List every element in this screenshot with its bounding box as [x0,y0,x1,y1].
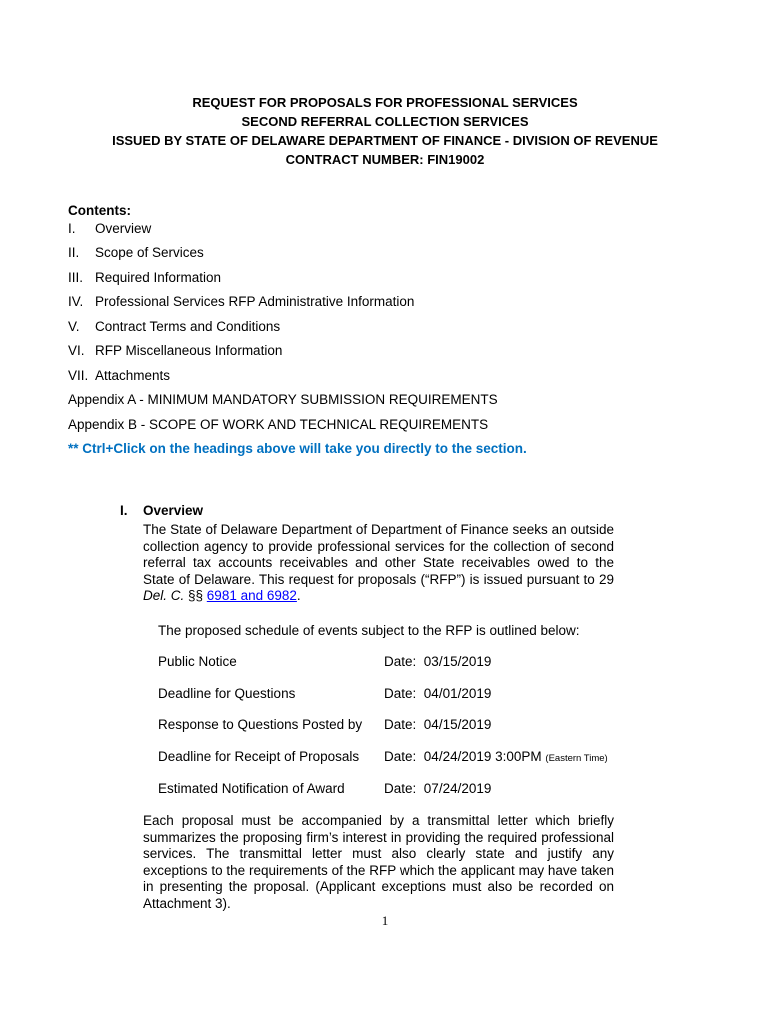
schedule-intro: The proposed schedule of events subject to the RFP is outlined below: [158,623,580,638]
contents-item-misc-info[interactable] [68,342,282,360]
overview-text: The State of Delaware Department of Department of Finance seeks an outside collection agency to provide professional services for the collection of second referral tax accounts receivables and other State receivables owed to the State of Delaware. This request for proposals (“RFP”) is issued pursuant to 29 [143,522,614,587]
citation-italic: Del. C. [143,588,185,603]
period: . [296,588,301,603]
contents-item-attachments[interactable] [68,367,170,385]
date-value: 04/24/2019 3:00PM [423,749,542,764]
statute-link[interactable]: 6981 and 6982 [206,588,297,603]
item-label: Overview [95,221,152,236]
item-number: II. [68,245,80,260]
date-value: 04/01/2019 [423,686,492,701]
schedule-date [384,717,491,732]
item-number: VII. [68,368,89,383]
date-value: 04/15/2019 [423,717,492,732]
item-label: RFP Miscellaneous Information [95,343,283,358]
item-number: VI. [68,343,85,358]
schedule-date [384,781,491,796]
contents-appendix-b[interactable]: Appendix B - SCOPE OF WORK AND TECHNICAL REQUIREMENTS [68,417,489,432]
timezone-note: (Eastern Time) [545,753,608,764]
item-number: IV. [68,294,84,309]
rfp-subtitle: SECOND REFERRAL COLLECTION SERVICES [241,114,529,129]
item-number: I. [68,221,76,236]
date-label: Date: [384,749,417,764]
item-label: Contract Terms and Conditions [95,319,281,334]
page-number: 1 [381,913,389,928]
contents-item-required-info[interactable] [68,269,221,287]
contract-number: CONTRACT NUMBER: FIN19002 [285,152,485,167]
item-label: Scope of Services [95,245,204,260]
date-label: Date: [384,686,417,701]
schedule-event: Deadline for Questions [158,686,296,701]
contents-item-scope[interactable] [68,244,204,262]
issuer-line: ISSUED BY STATE OF DELAWARE DEPARTMENT OF FINANCE - DIVISION OF REVENUE [112,133,658,148]
schedule-date [384,749,608,764]
date-value: 03/15/2019 [423,654,492,669]
date-label: Date: [384,717,417,732]
date-label: Date: [384,654,417,669]
section-symbol: §§ [184,588,207,603]
item-number: V. [68,319,80,334]
navigation-note: ** Ctrl+Click on the headings above will take you directly to the section. [68,441,527,456]
date-label: Date: [384,781,417,796]
schedule-event: Estimated Notification of Award [158,781,345,796]
contents-appendix-a[interactable]: Appendix A - MINIMUM MANDATORY SUBMISSION REQUIREMENTS [68,392,498,407]
transmittal-paragraph: Each proposal must be accompanied by a transmittal letter which briefly summarizes the proposing firm’s interest in providing the required professional services. The transmittal letter must also clearly state and justify any exceptions to the requirements of the RFP which the applicant may have taken in presenting the proposal. (Applicant exceptions must also be recorded on Attachment 3). [143,813,614,911]
schedule-event: Deadline for Receipt of Proposals [158,749,360,764]
contents-item-admin-info[interactable] [68,293,414,311]
contents-item-contract-terms[interactable] [68,318,280,336]
overview-paragraph [143,522,614,605]
schedule-event: Response to Questions Posted by [158,717,363,732]
item-label: Required Information [95,270,222,285]
item-number: III. [68,270,84,285]
item-label: Attachments [95,368,171,383]
rfp-title: REQUEST FOR PROPOSALS FOR PROFESSIONAL SERVICES [192,95,578,110]
section-number: I. [120,503,128,518]
contents-item-overview[interactable] [68,220,151,238]
schedule-event: Public Notice [158,654,237,669]
schedule-date [384,654,491,669]
item-label: Professional Services RFP Administrative Information [95,294,415,309]
date-value: 07/24/2019 [423,781,492,796]
section-title: Overview [143,503,204,518]
schedule-date [384,686,491,701]
contents-title: Contents: [68,203,131,218]
